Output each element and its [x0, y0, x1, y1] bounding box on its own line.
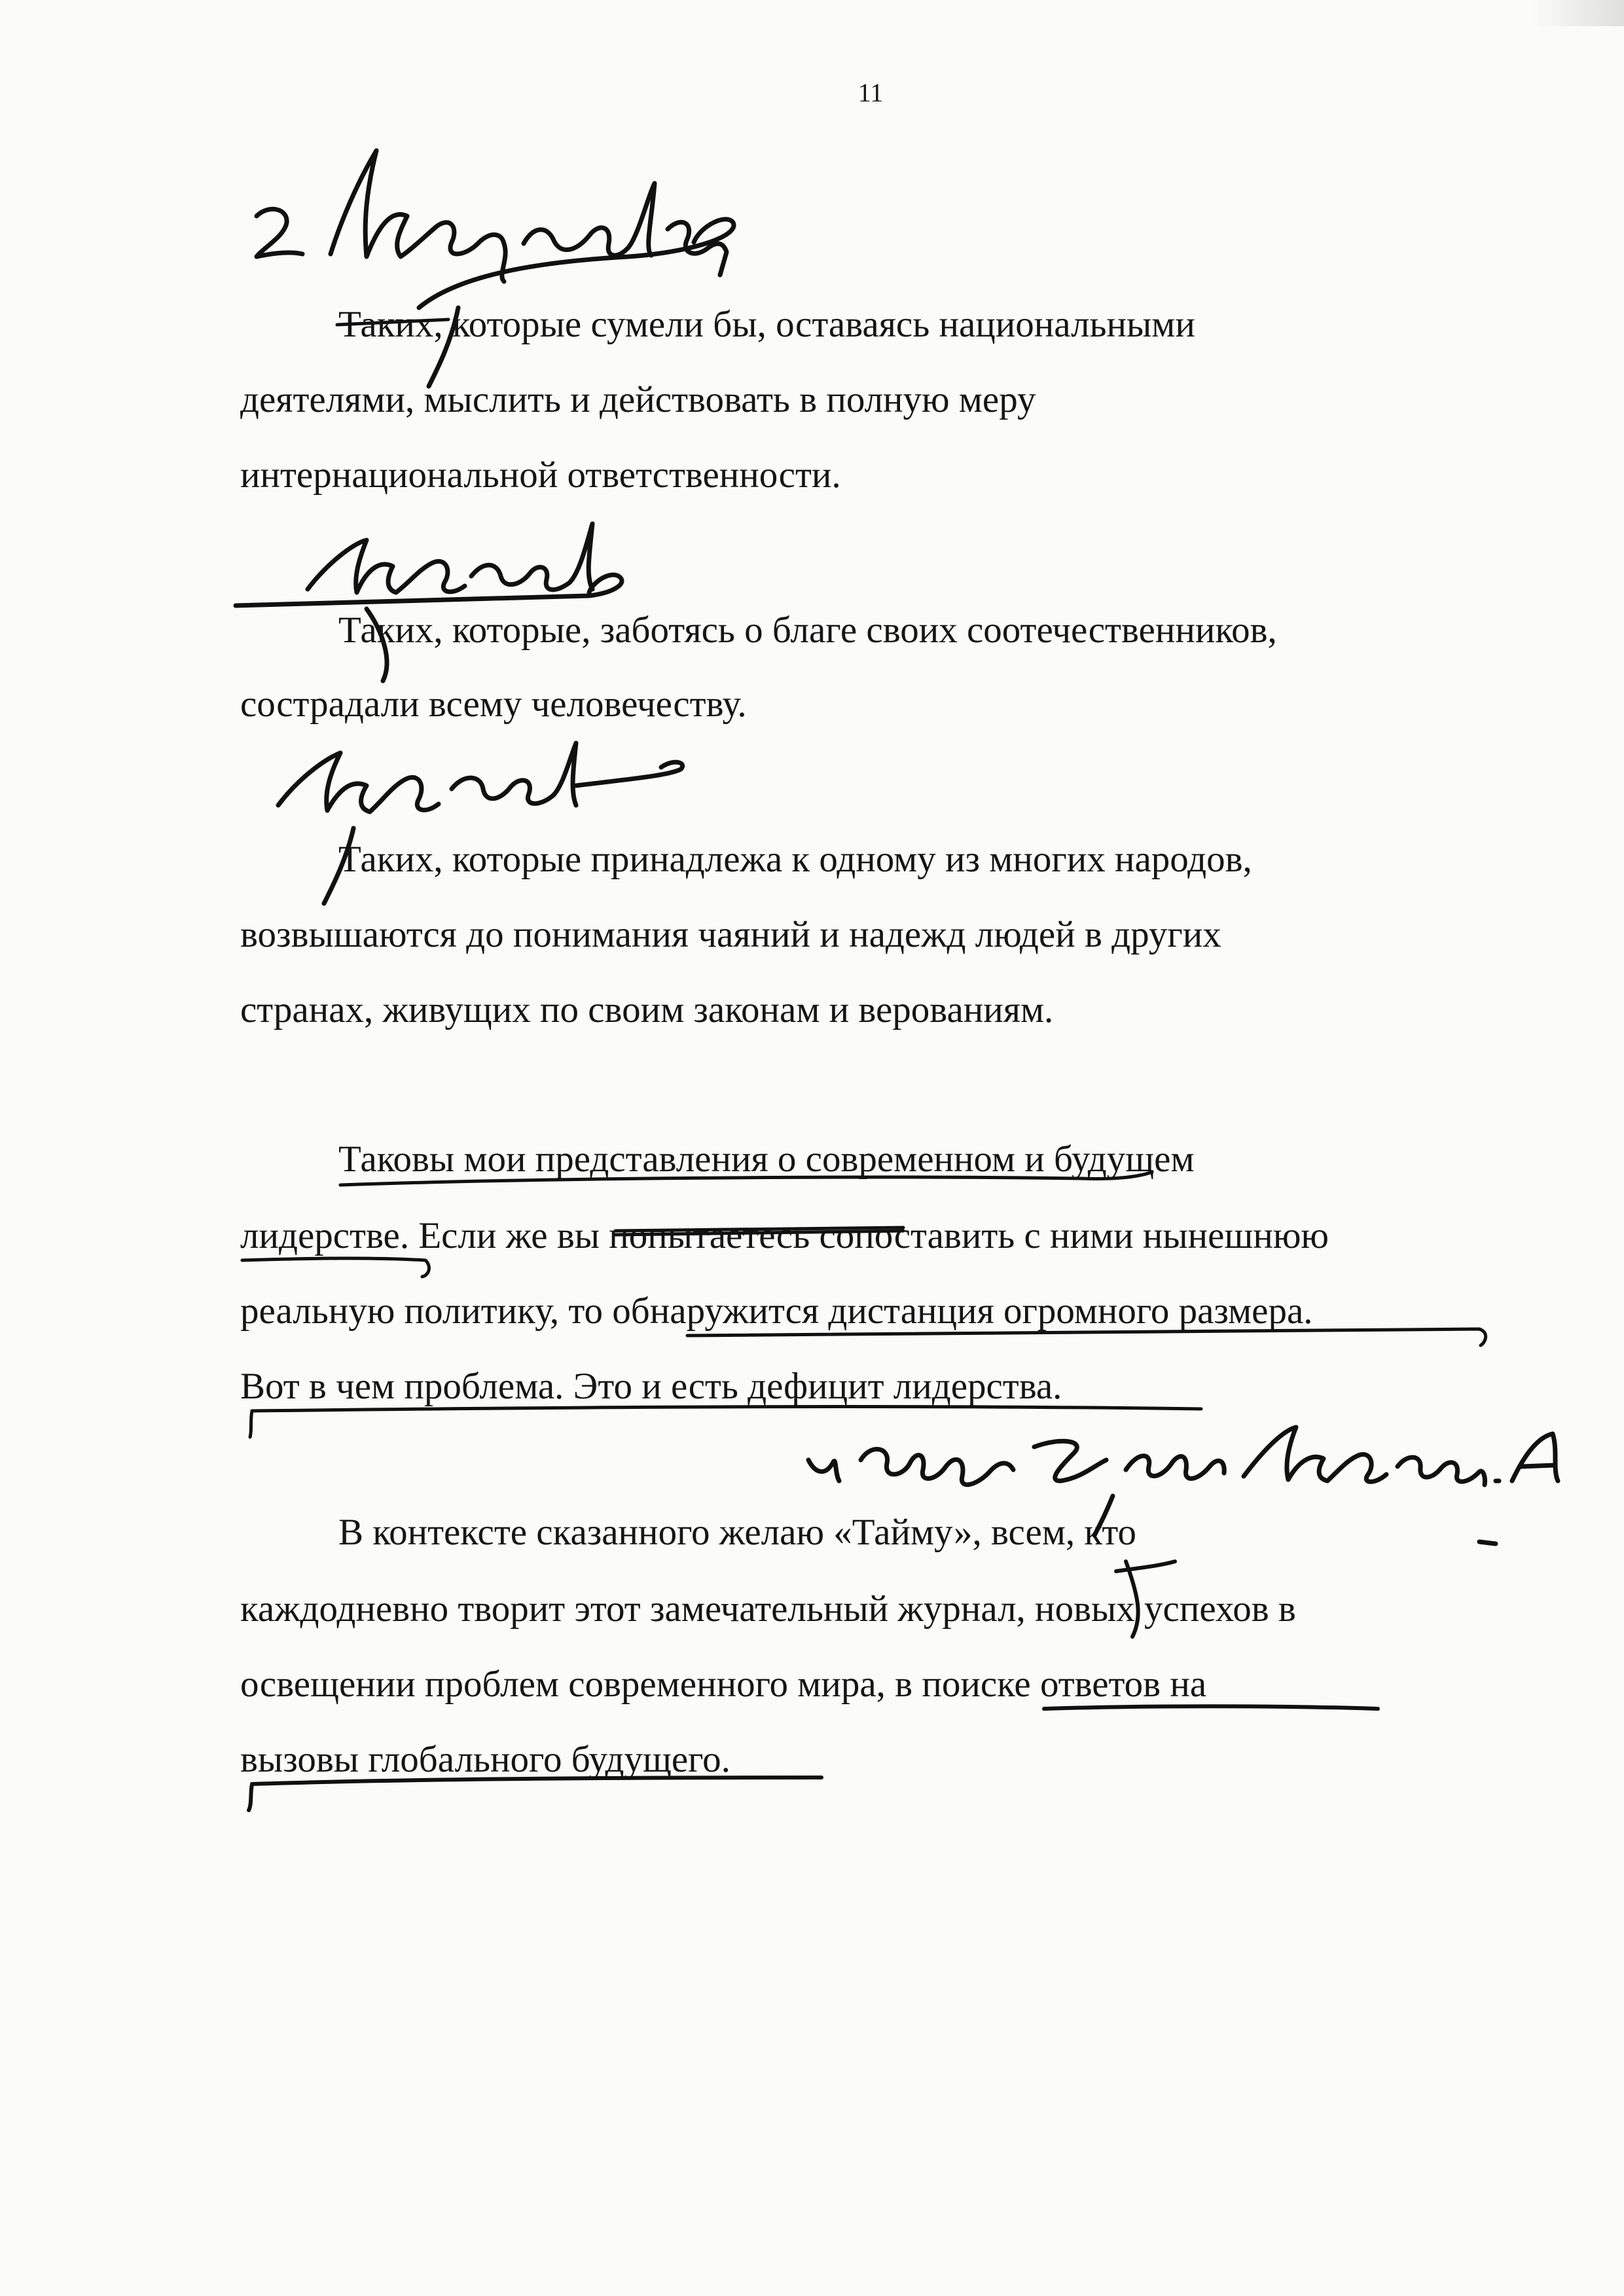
paragraph-4-line-3: реальную политику, то обнаружится дистанция огромного размера.	[240, 1290, 1313, 1332]
paragraph-5-line-4: вызовы глобального будущего.	[240, 1739, 731, 1780]
paragraph-4-line-4: Вот в чем проблема. Это и есть дефицит лидерства.	[240, 1366, 1062, 1407]
paragraph-3-line-1: Таких, которые принадлежа к одному из многих народов,	[338, 839, 1252, 880]
paragraph-2-line-1: Таких, которые, заботясь о благе своих соотечественников,	[338, 610, 1277, 651]
scan-artifact	[1532, 0, 1624, 26]
page-number: 11	[857, 78, 884, 107]
handwritten-note-2	[236, 524, 622, 681]
paragraph-4-line-2: лидерстве. Если же вы попытаетесь сопоставить с ними нынешнюю	[240, 1215, 1329, 1256]
paragraph-3-line-2: возвышаются до понимания чаяний и надежд людей в других	[240, 914, 1221, 955]
handwritten-note-1	[257, 151, 734, 386]
paragraph-5-line-3: освещении проблем современного мира, в поиске ответов на	[240, 1664, 1207, 1705]
paragraph-3-line-3: странах, живущих по своим законам и верованиям.	[240, 989, 1054, 1030]
paragraph-5-line-2: каждодневно творит этот замечательный журнал, новых успехов в	[240, 1588, 1296, 1630]
paragraph-4-line-1: Таковы мои представления о современном и будущем	[338, 1139, 1195, 1180]
paragraph-5-line-1: В контексте сказанного желаю «Тайму», всем, кто	[338, 1512, 1137, 1553]
paragraph-1-line-1: Таких, которые сумели бы, оставаясь национальными	[338, 304, 1195, 345]
paragraph-2-line-2: сострадали всему человечеству.	[240, 683, 747, 725]
paragraph-1-line-2: деятелями, мыслить и действовать в полную меру	[240, 379, 1036, 420]
paragraph-1-line-3: интернациональной ответственности.	[240, 454, 841, 496]
